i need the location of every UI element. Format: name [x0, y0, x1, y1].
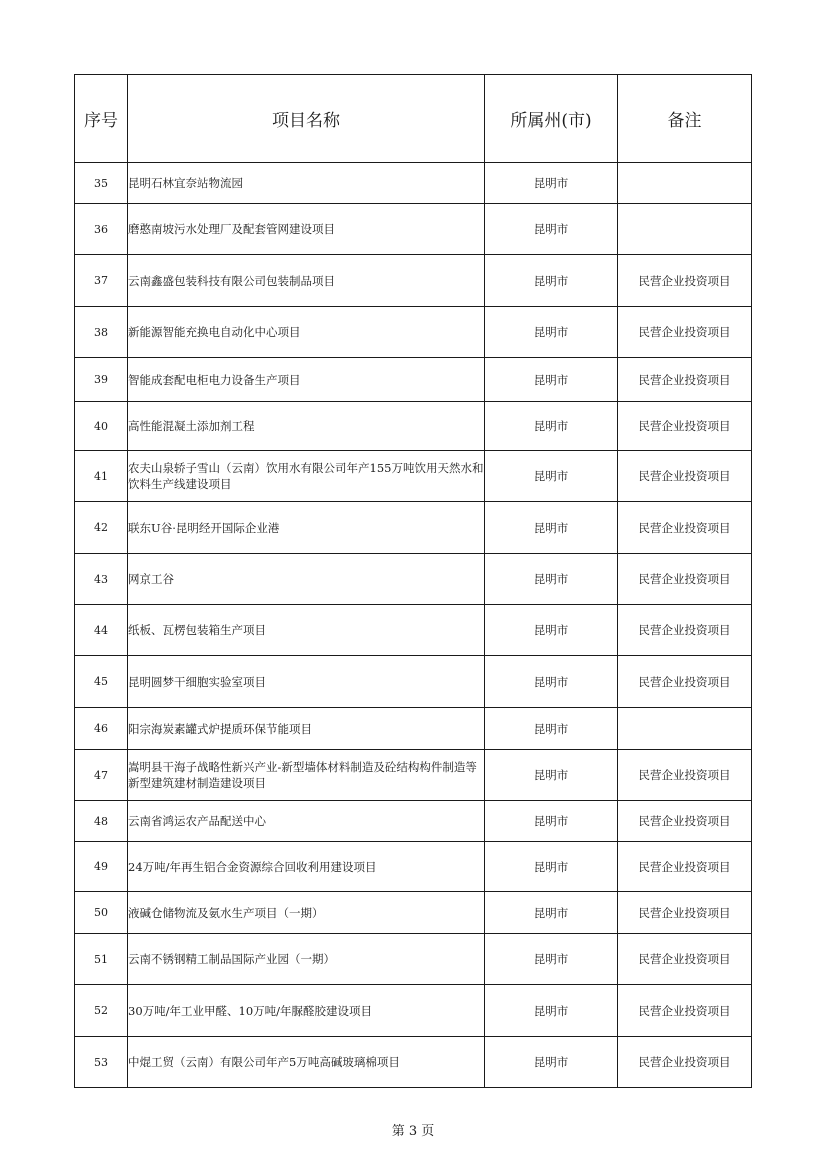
row-project-name: 磨憨南坡污水处理厂及配套管网建设项目 — [128, 204, 485, 255]
row-seq: 43 — [75, 554, 128, 605]
row-note: 民营企业投资项目 — [618, 502, 752, 554]
table-row — [75, 605, 752, 656]
row-seq: 46 — [75, 708, 128, 750]
row-seq: 35 — [75, 163, 128, 204]
row-seq: 47 — [75, 750, 128, 801]
row-region: 昆明市 — [485, 451, 618, 502]
row-region: 昆明市 — [485, 1037, 618, 1088]
row-note: 民营企业投资项目 — [618, 1037, 752, 1088]
row-seq: 52 — [75, 985, 128, 1037]
row-region: 昆明市 — [485, 255, 618, 307]
row-region: 昆明市 — [485, 358, 618, 402]
row-note — [618, 708, 752, 750]
row-note: 民营企业投资项目 — [618, 934, 752, 985]
row-region: 昆明市 — [485, 985, 618, 1037]
header-seq: 序号 — [75, 75, 128, 163]
row-region: 昆明市 — [485, 801, 618, 842]
row-project-name: 昆明石林宜奈站物流园 — [128, 163, 485, 204]
row-project-name: 云南不锈钢精工制品国际产业园（一期） — [128, 934, 485, 985]
row-seq: 53 — [75, 1037, 128, 1088]
row-project-name: 农夫山泉轿子雪山（云南）饮用水有限公司年产155万吨饮用天然水和饮料生产线建设项目 — [128, 451, 485, 502]
row-note: 民营企业投资项目 — [618, 358, 752, 402]
row-note: 民营企业投资项目 — [618, 842, 752, 892]
row-project-name: 30万吨/年工业甲醛、10万吨/年脲醛胶建设项目 — [128, 985, 485, 1037]
row-project-name: 高性能混凝土添加剂工程 — [128, 402, 485, 451]
table-row — [75, 985, 752, 1037]
table-row — [75, 255, 752, 307]
row-project-name: 嵩明县干海子战略性新兴产业-新型墙体材料制造及砼结构构件制造等新型建筑建材制造建设项目 — [128, 750, 485, 801]
row-project-name: 联东U谷·昆明经开国际企业港 — [128, 502, 485, 554]
table-row — [75, 502, 752, 554]
table-row — [75, 892, 752, 934]
table-row — [75, 358, 752, 402]
row-note — [618, 204, 752, 255]
row-note: 民营企业投资项目 — [618, 307, 752, 358]
row-seq: 49 — [75, 842, 128, 892]
row-seq: 38 — [75, 307, 128, 358]
project-table — [74, 74, 752, 1088]
row-seq: 37 — [75, 255, 128, 307]
row-region: 昆明市 — [485, 605, 618, 656]
header-region: 所属州(市) — [485, 75, 618, 163]
row-note: 民营企业投资项目 — [618, 892, 752, 934]
row-region: 昆明市 — [485, 750, 618, 801]
row-project-name: 云南鑫盛包装科技有限公司包装制品项目 — [128, 255, 485, 307]
table-row — [75, 554, 752, 605]
row-seq: 36 — [75, 204, 128, 255]
row-seq: 39 — [75, 358, 128, 402]
row-seq: 40 — [75, 402, 128, 451]
row-note: 民营企业投资项目 — [618, 451, 752, 502]
row-seq: 45 — [75, 656, 128, 708]
row-region: 昆明市 — [485, 934, 618, 985]
row-region: 昆明市 — [485, 708, 618, 750]
row-note: 民营企业投资项目 — [618, 402, 752, 451]
row-region: 昆明市 — [485, 502, 618, 554]
row-note: 民营企业投资项目 — [618, 985, 752, 1037]
table-row — [75, 801, 752, 842]
table-row — [75, 1037, 752, 1088]
row-project-name: 纸板、瓦楞包装箱生产项目 — [128, 605, 485, 656]
row-region: 昆明市 — [485, 204, 618, 255]
table-row — [75, 750, 752, 801]
row-region: 昆明市 — [485, 656, 618, 708]
table-row — [75, 204, 752, 255]
table-row — [75, 656, 752, 708]
row-region: 昆明市 — [485, 842, 618, 892]
row-region: 昆明市 — [485, 307, 618, 358]
row-project-name: 中焜工贸（云南）有限公司年产5万吨高碱玻璃棉项目 — [128, 1037, 485, 1088]
row-note: 民营企业投资项目 — [618, 750, 752, 801]
table-row — [75, 842, 752, 892]
row-note: 民营企业投资项目 — [618, 255, 752, 307]
row-region: 昆明市 — [485, 554, 618, 605]
row-seq: 41 — [75, 451, 128, 502]
row-seq: 51 — [75, 934, 128, 985]
row-seq: 48 — [75, 801, 128, 842]
table-row — [75, 934, 752, 985]
row-seq: 50 — [75, 892, 128, 934]
table-row — [75, 708, 752, 750]
row-project-name: 24万吨/年再生铝合金资源综合回收利用建设项目 — [128, 842, 485, 892]
row-note: 民营企业投资项目 — [618, 801, 752, 842]
row-project-name: 网京工谷 — [128, 554, 485, 605]
table-header-row — [75, 75, 752, 163]
row-seq: 44 — [75, 605, 128, 656]
page-number: 第 3 页 — [391, 1124, 435, 1139]
table-row — [75, 163, 752, 204]
header-note: 备注 — [618, 75, 752, 163]
row-project-name: 阳宗海炭素罐式炉提质环保节能项目 — [128, 708, 485, 750]
row-project-name: 昆明圆梦干细胞实验室项目 — [128, 656, 485, 708]
row-note: 民营企业投资项目 — [618, 554, 752, 605]
row-project-name: 智能成套配电柜电力设备生产项目 — [128, 358, 485, 402]
row-project-name: 云南省鸿运农产品配送中心 — [128, 801, 485, 842]
table-row — [75, 307, 752, 358]
row-seq: 42 — [75, 502, 128, 554]
row-region: 昆明市 — [485, 163, 618, 204]
table-row — [75, 451, 752, 502]
row-note: 民营企业投资项目 — [618, 605, 752, 656]
row-note — [618, 163, 752, 204]
table-row — [75, 402, 752, 451]
row-note: 民营企业投资项目 — [618, 656, 752, 708]
header-project-name: 项目名称 — [128, 75, 485, 163]
row-project-name: 液碱仓储物流及氨水生产项目（一期） — [128, 892, 485, 934]
row-project-name: 新能源智能充换电自动化中心项目 — [128, 307, 485, 358]
row-region: 昆明市 — [485, 402, 618, 451]
row-region: 昆明市 — [485, 892, 618, 934]
